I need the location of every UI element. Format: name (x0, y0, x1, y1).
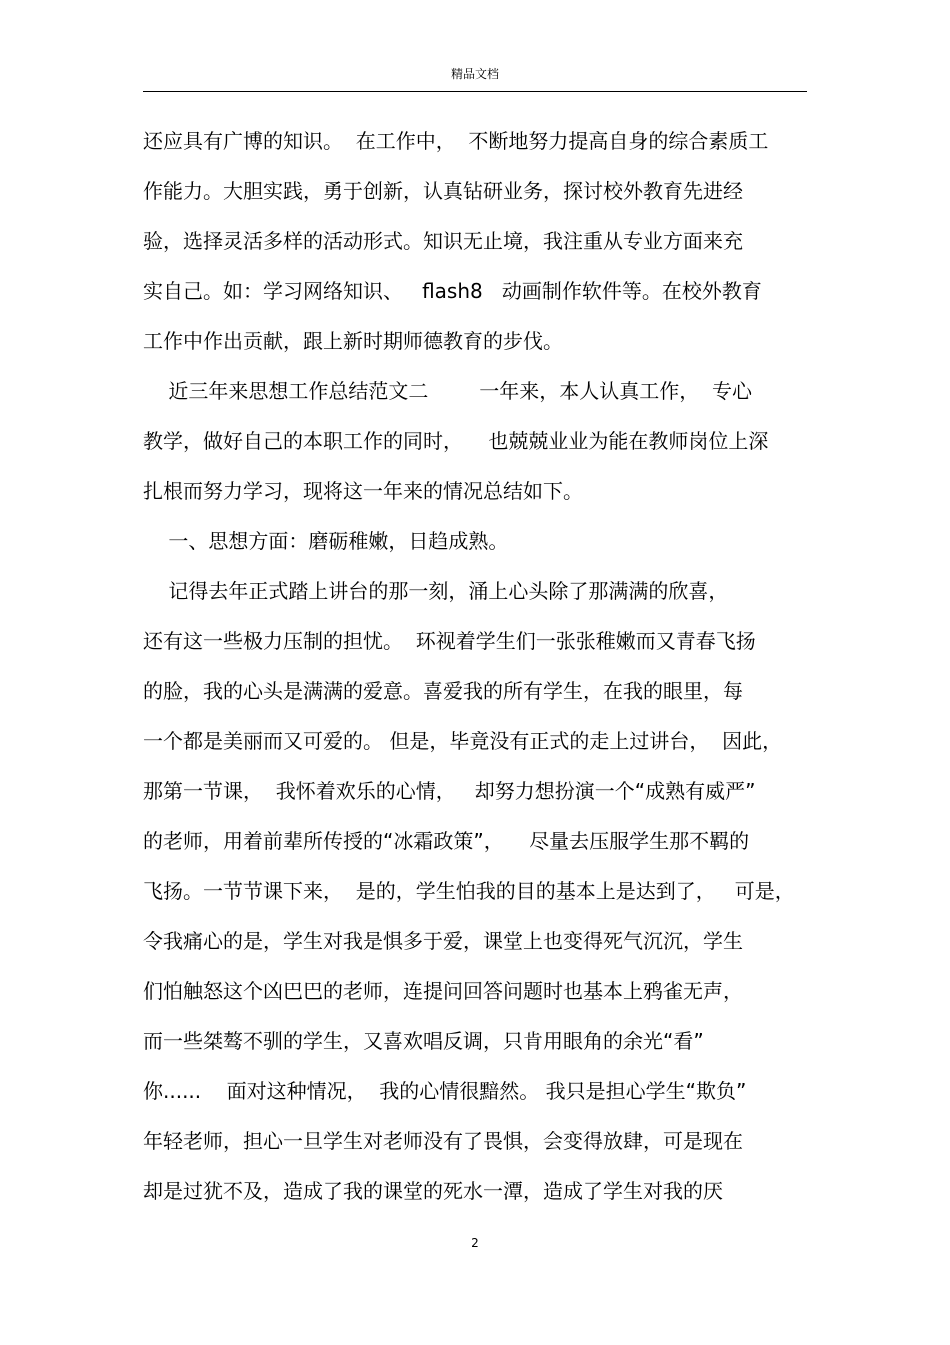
text-line: 作能力。大胆实践，勇于创新，认真钻研业务，探讨校外教育先进经 (143, 179, 743, 203)
text-line: 却是过犹不及，造成了我的课堂的死水一潭，造成了学生对我的厌 (143, 1179, 723, 1203)
text-line: 记得去年正式踏上讲台的那一刻，涌上心头除了那满满的欣喜， (143, 579, 729, 603)
text-line: 近三年来思想工作总结范文二 一年来，本人认真工作， 专心 (143, 379, 753, 403)
text-line: 扎根而努力学习，现将这一年来的情况总结如下。 (143, 479, 583, 503)
text-line: 工作中作出贡献，跟上新时期师德教育的步伐。 (143, 329, 563, 353)
body-text (143, 124, 823, 1224)
text-line: 还有这一些极力压制的担忧。 环视着学生们一张张稚嫩而又青春飞扬 (143, 629, 756, 653)
text-line: 那第一节课， 我怀着欢乐的心情， 却努力想扮演一个“成熟有威严” (143, 779, 756, 803)
text-line: 们怕触怒这个凶巴巴的老师，连提问回答问题时也基本上鸦雀无声， (143, 979, 743, 1003)
text-line: 飞扬。一节节课下来， 是的，学生怕我的目的基本上是达到了， 可是， (143, 879, 795, 903)
text-line: 的脸，我的心头是满满的爱意。喜爱我的所有学生，在我的眼里，每 (143, 679, 743, 703)
text-line: 实自己。如：学习网络知识、 flash8 动画制作软件等。在校外教育 (143, 279, 762, 303)
text-line: 一、思想方面：磨砺稚嫩，日趋成熟。 (143, 529, 509, 553)
page-number: 2 (471, 1236, 479, 1250)
page-header: 精品文档 (450, 67, 499, 81)
text-line: 的老师，用着前辈所传授的“冰霜政策”， 尽量去压服学生那不羁的 (143, 829, 750, 853)
text-line: 令我痛心的是，学生对我是惧多于爱，课堂上也变得死气沉沉，学生 (143, 929, 743, 953)
text-line: 一个都是美丽而又可爱的。 但是，毕竟没有正式的走上过讲台， 因此， (143, 729, 783, 753)
text-line: 你...... 面对这种情况， 我的心情很黯然。 我只是担心学生“欺负” (143, 1079, 747, 1103)
text-line: 年轻老师，担心一旦学生对老师没有了畏惧，会变得放肆，可是现在 (143, 1129, 743, 1153)
text-line: 而一些桀骜不驯的学生，又喜欢唱反调，只肯用眼角的余光“看” (143, 1029, 704, 1053)
text-line: 验，选择灵活多样的活动形式。知识无止境，我注重从专业方面来充 (143, 229, 743, 253)
header-divider (143, 91, 807, 92)
text-line: 教学，做好自己的本职工作的同时， 也兢兢业业为能在教师岗位上深 (143, 429, 769, 453)
text-line: 还应具有广博的知识。 在工作中， 不断地努力提高自身的综合素质工 (143, 129, 769, 153)
